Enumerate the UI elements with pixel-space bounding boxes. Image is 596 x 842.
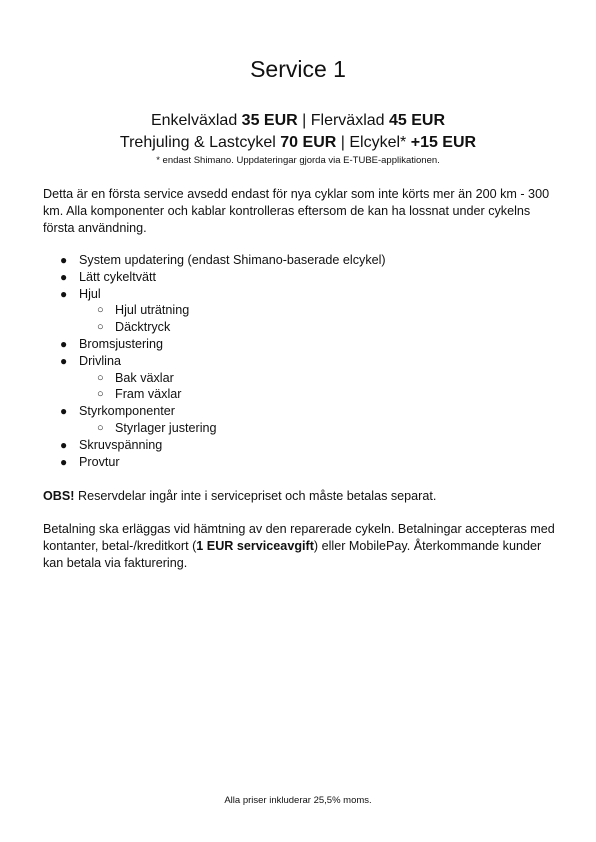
checklist-item [43, 252, 555, 269]
price-line-1 [0, 110, 596, 132]
intro-paragraph: Detta är en första service avsedd endast för nya cyklar som inte körts mer än 200 km - 300 km. Alla komponenter och kablar kontrolleras eftersom de kan ha lossnat under cykelns första användning. [43, 187, 550, 235]
checklist-item [43, 454, 555, 471]
checklist-item-text: Styrkomponenter [79, 404, 175, 419]
bullet-filled-icon: ● [60, 437, 68, 452]
checklist-item-text: Styrlager justering [115, 420, 217, 435]
vat-footer: Alla priser inkluderar 25,5% moms. [224, 795, 372, 806]
checklist-item-text: Bak växlar [115, 370, 174, 385]
bullet-filled-icon: ● [60, 286, 68, 301]
bullet-hollow-icon: ○ [97, 388, 104, 401]
checklist-item-text: System updatering (endast Shimano-baserade elcykel) [79, 253, 386, 267]
service-checklist [43, 252, 555, 470]
checklist-item-text: Provtur [79, 454, 120, 469]
bullet-hollow-icon: ○ [97, 421, 104, 434]
bullet-filled-icon: ● [60, 404, 68, 419]
price-value-cargo: 70 EUR [280, 134, 337, 151]
obs-paragraph [43, 488, 555, 505]
price-value-multi-speed: 45 EUR [389, 112, 446, 129]
checklist-subitem [43, 370, 555, 387]
obs-label: OBS! [43, 489, 75, 503]
price-label-cargo: Trehjuling & Lastcykel [119, 134, 281, 151]
checklist-item-text: Skruvspänning [79, 437, 163, 452]
payment-text-2: ) eller MobilePay. Återkommande kunder kan betala via fakturering. [43, 538, 542, 570]
bullet-hollow-icon: ○ [97, 304, 104, 317]
bullet-filled-icon: ● [60, 269, 68, 284]
checklist-item-text: Hjul [79, 286, 101, 301]
checklist-item [43, 336, 555, 353]
payment-paragraph [43, 521, 555, 571]
checklist-subitem [43, 420, 555, 437]
price-separator: | [297, 112, 311, 129]
checklist-item [43, 286, 555, 303]
checklist-item [43, 437, 555, 454]
checklist-subitem [43, 302, 555, 319]
price-label-multi-speed: Flerväxlad [310, 112, 389, 129]
obs-text: Reservdelar ingår inte i servicepriset och måste betalas separat. [74, 489, 437, 503]
page-title: Service 1 [250, 56, 346, 82]
price-separator: | [336, 134, 350, 151]
checklist-item [43, 353, 555, 370]
bullet-filled-icon: ● [60, 454, 68, 469]
price-value-single-speed: 35 EUR [241, 112, 298, 129]
price-line-2 [0, 132, 596, 154]
checklist-item-text: Hjul uträtning [115, 303, 190, 318]
price-label-single-speed: Enkelväxlad [150, 112, 242, 129]
checklist-item-text: Lätt cykeltvätt [79, 269, 156, 284]
checklist-item-text: Drivlina [79, 353, 121, 368]
bullet-hollow-icon: ○ [97, 371, 104, 384]
price-footnote: * endast Shimano. Uppdateringar gjorda via E-TUBE-applikationen. [156, 155, 440, 166]
price-label-ebike: Elcykel* [349, 134, 411, 151]
checklist-subitem [43, 386, 555, 403]
bullet-hollow-icon: ○ [97, 321, 104, 334]
payment-text-1: Betalning ska erläggas vid hämtning av den reparerade cykeln. Betalningar accepteras med kontanter, betal-/kreditkort ( [43, 522, 555, 553]
bullet-filled-icon: ● [60, 336, 68, 351]
checklist-item-text: Fram växlar [115, 387, 182, 402]
bullet-filled-icon: ● [60, 253, 68, 267]
price-value-ebike: +15 EUR [410, 134, 477, 151]
checklist-item [43, 269, 555, 286]
payment-fee: 1 EUR serviceavgift [196, 538, 314, 553]
checklist-item [43, 403, 555, 420]
checklist-item-text: Däcktryck [115, 320, 171, 335]
checklist-item-text: Bromsjustering [79, 336, 163, 351]
checklist-subitem [43, 319, 555, 336]
bullet-filled-icon: ● [60, 353, 68, 368]
